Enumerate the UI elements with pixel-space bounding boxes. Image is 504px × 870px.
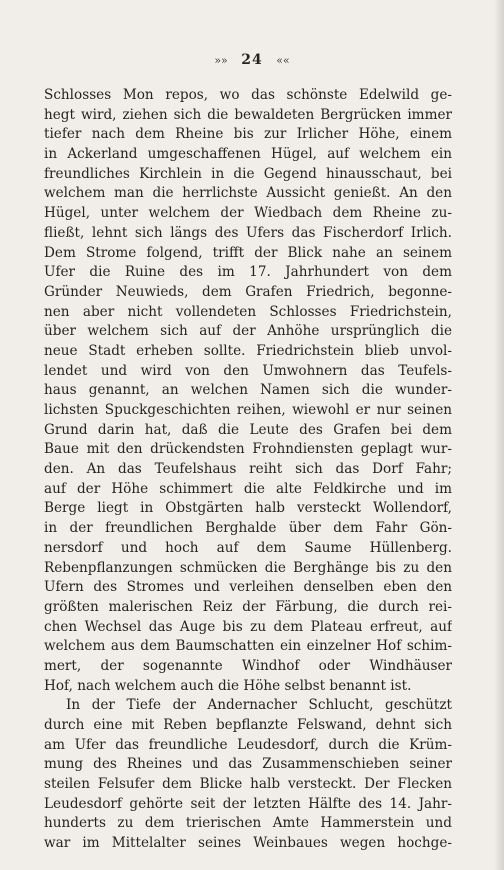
text-line: in der freundlichen Berghalde über dem Fahr Gön- [44, 520, 452, 537]
text-line: tiefer nach dem Rheine bis zur Irlicher Höhe, einem [44, 126, 452, 143]
text-line: steilen Felsufer dem Blicke halb versteckt. Der Flecken [44, 776, 452, 793]
text-line: nen aber nicht vollendeten Schlosses Friedrichstein, [44, 303, 452, 320]
text-line: hunderts zu dem trierischen Amte Hammerstein und [44, 815, 452, 832]
body-text [44, 86, 452, 854]
text-line: Leudesdorf gehörte seit der letzten Hälfte des 14. Jahr- [44, 795, 452, 812]
text-line: Hof, nach welchem auch die Höhe selbst benannt ist. [44, 677, 412, 694]
right-ornament: «« [276, 54, 290, 67]
text-line: freundliches Kirchlein in die Gegend hinausschaut, bei [44, 165, 452, 182]
text-line: Gründer Neuwieds, dem Grafen Friedrich, begonne- [44, 283, 452, 300]
text-line: nersdorf und hoch auf dem Saume Hüllenberg. [44, 539, 452, 556]
text-line: welchem man die herrlichste Aussicht genießt. An den [44, 185, 452, 202]
text-line: Baue mit den drückendsten Frohndiensten geplagt wur- [44, 441, 452, 458]
text-line: durch eine mit Reben bepflanzte Felswand, dehnt sich [44, 717, 452, 733]
text-line: über welchem sich auf der Anhöhe ursprünglich die [44, 323, 452, 340]
page-number: 24 [241, 52, 263, 68]
text-line: haus genannt, an welchen Namen sich die wunder- [44, 382, 452, 399]
page-header [0, 52, 504, 68]
text-line: Rebenpflanzungen schmücken die Berghänge bis zu den [44, 559, 452, 576]
text-line: Schlosses Mon repos, wo das schönste Edelwild ge- [44, 87, 452, 103]
text-line: Ufern des Stromes und verleihen denselben eben den [44, 579, 452, 596]
text-line: neue Stadt erheben sollte. Friedrichstein blieb unvol- [44, 342, 452, 359]
text-line: Dem Strome folgend, trifft der Blick nahe an seinem [44, 244, 452, 261]
text-line: mert, der sogenannte Windhof oder Windhäuser [44, 657, 452, 674]
text-line: hegt wird, ziehen sich die bewaldeten Bergrücken immer [44, 106, 452, 123]
text-line: Berge liegt in Obstgärten halb versteckt Wollendorf, [44, 500, 452, 517]
text-line: welchem aus dem Baumschatten ein einzelner Hof schim- [44, 638, 452, 655]
text-line: in Ackerland umgeschaffenen Hügel, auf welchem ein [44, 146, 452, 163]
text-line: chen Wechsel das Auge bis zu dem Plateau erfreut, auf [44, 618, 452, 635]
text-line: fließt, lehnt sich längs des Ufers das Fischerdorf Irlich. [44, 224, 452, 241]
text-line: Hügel, unter welchem der Wiedbach dem Rheine zu- [44, 205, 452, 222]
text-line: In der Tiefe der Andernacher Schlucht, geschützt [66, 697, 452, 714]
text-line: Ufer die Ruine des im 17. Jahrhundert von dem [44, 264, 452, 281]
text-line: größten malerischen Reiz der Färbung, die durch rei- [44, 598, 452, 615]
text-line: auf der Höhe schimmert die alte Feldkirche und im [44, 480, 452, 497]
text-line: lichsten Spuckgeschichten reihen, wiewohl er nur seinen [44, 402, 452, 418]
left-ornament: »» [214, 54, 228, 67]
text-line: mung des Rheines und das Zusammenschieben seiner [44, 756, 452, 773]
text-line: lendet und wird von den Umwohnern das Teufels- [44, 362, 452, 379]
text-line: Grund darin hat, daß die Leute des Grafen bei dem [44, 421, 452, 438]
text-line: den. An das Teufelshaus reiht sich das Dorf Fahr; [44, 461, 452, 478]
text-line: am Ufer das freundliche Leudesdorf, durch die Krüm- [44, 736, 452, 753]
text-line: war im Mittelalter seines Weinbaues wegen hochge- [44, 835, 452, 852]
